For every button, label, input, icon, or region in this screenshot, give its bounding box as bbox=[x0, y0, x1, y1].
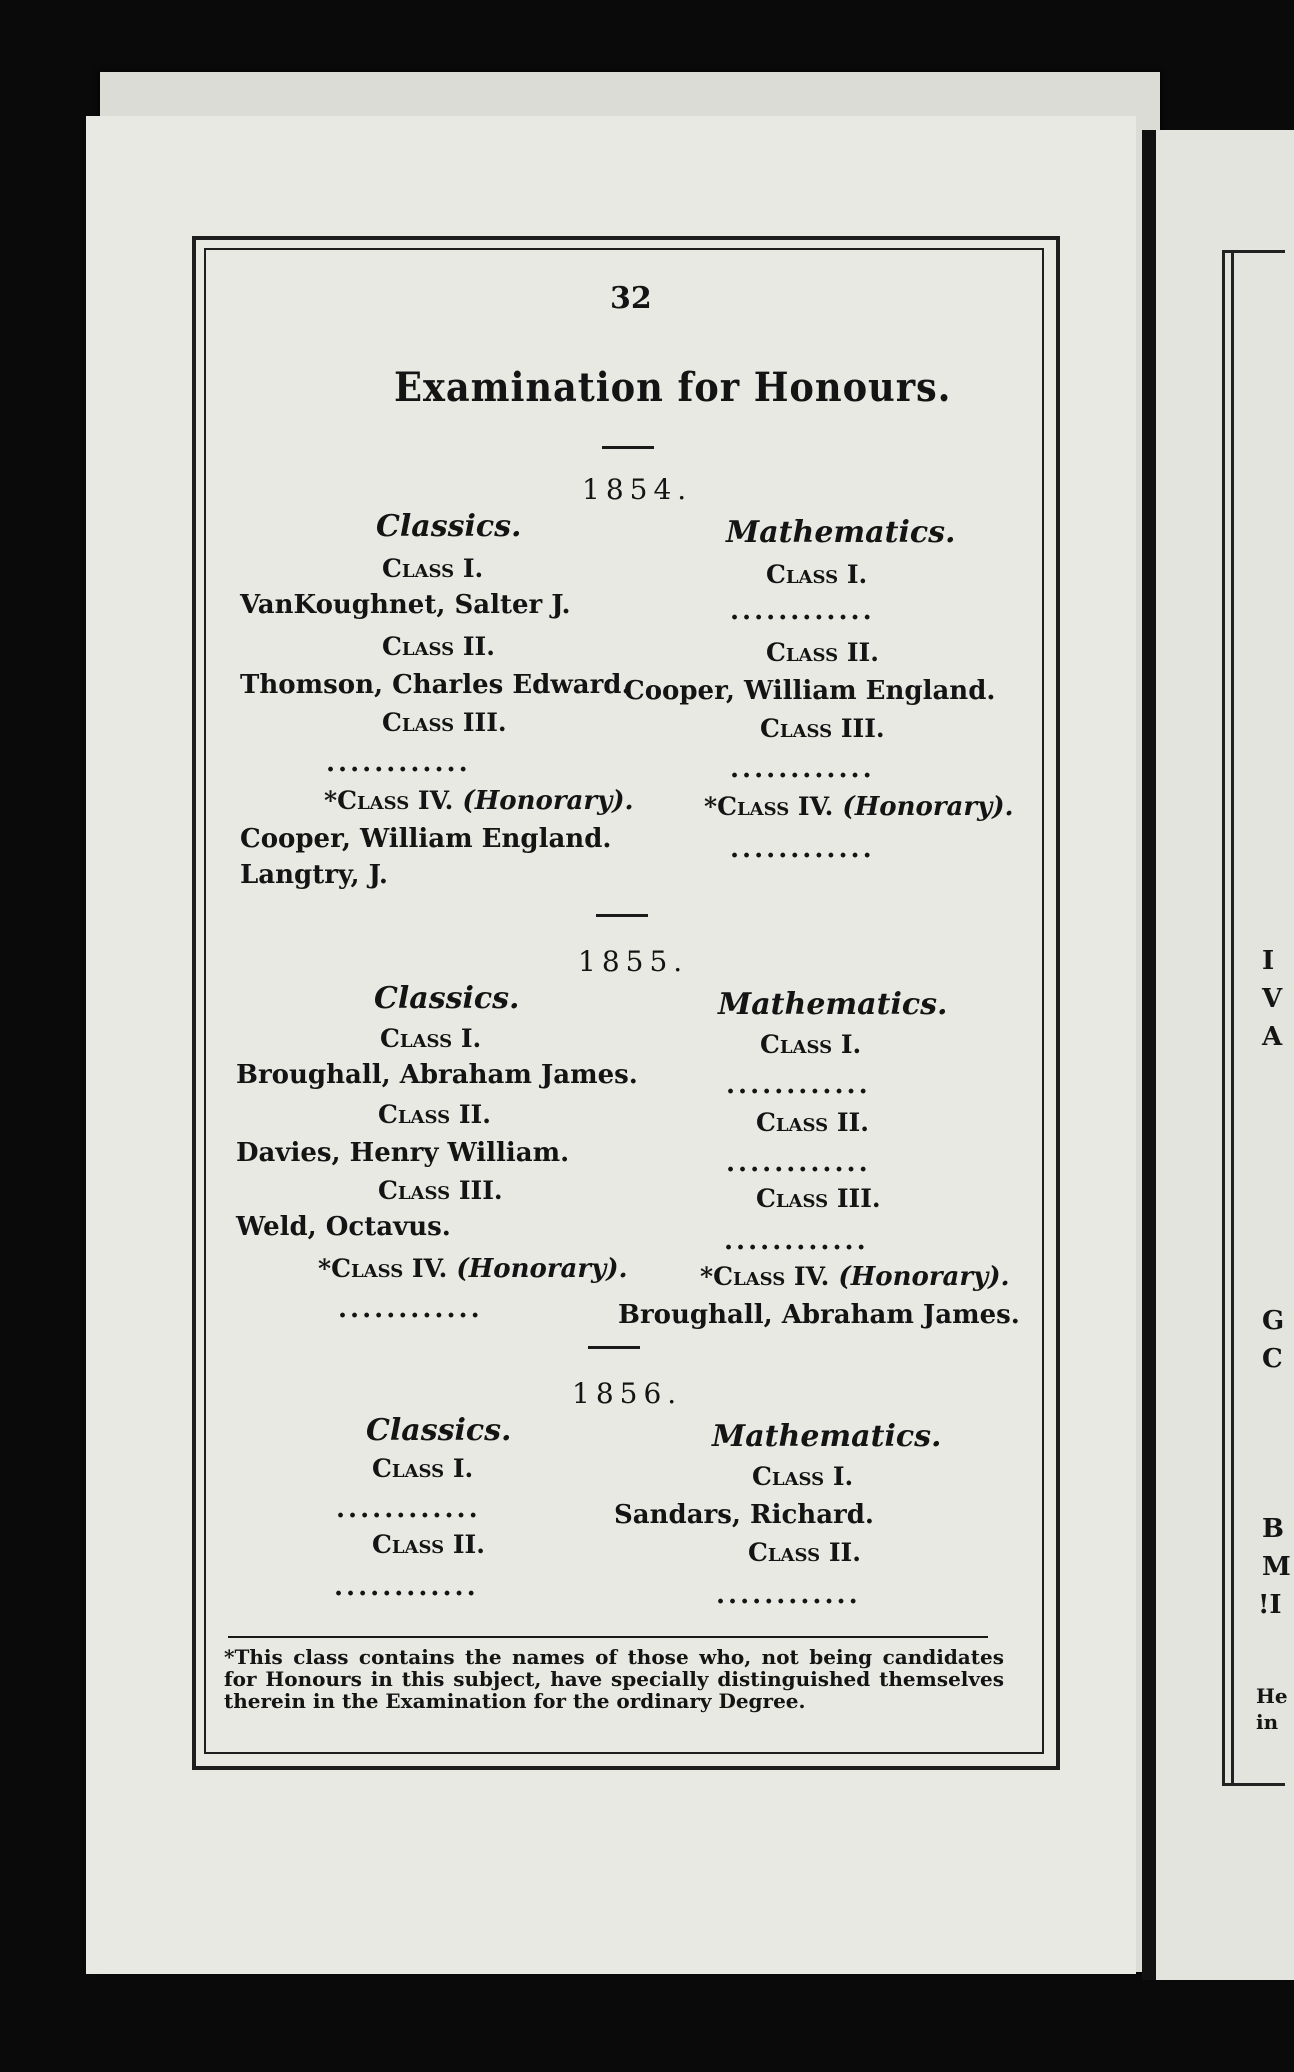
classics-entry: Thomson, Charles Edward. bbox=[240, 670, 631, 700]
mathematics-entry: ............ bbox=[730, 754, 875, 784]
page-title: Examination for Honours. bbox=[394, 364, 952, 411]
classics-class-iv-line bbox=[324, 788, 634, 814]
honorary-note: (Honorary). bbox=[838, 1262, 1010, 1292]
facing-page-fragment: I bbox=[1262, 946, 1275, 976]
divider bbox=[602, 446, 654, 449]
mathematics-heading: Mathematics. bbox=[726, 515, 956, 550]
honorary-note: (Honorary). bbox=[462, 786, 634, 816]
facing-page-fragment: G bbox=[1262, 1306, 1285, 1336]
mathematics-entry: Cooper, William England. bbox=[624, 676, 996, 706]
classics-class-label: *Class IV. bbox=[318, 1254, 448, 1283]
mathematics-class-label: Class I. bbox=[752, 1462, 854, 1491]
page-number: 32 bbox=[610, 281, 652, 316]
classics-class-label: Class I. bbox=[380, 1024, 482, 1053]
classics-entry: VanKoughnet, Salter J. bbox=[240, 590, 571, 620]
classics-class-label: *Class IV. bbox=[324, 786, 454, 815]
mathematics-class-label: Class I. bbox=[766, 560, 868, 589]
footnote-rule bbox=[228, 1636, 988, 1638]
facing-page-fragment: V bbox=[1262, 984, 1283, 1014]
classics-entry: ............ bbox=[338, 1294, 483, 1324]
mathematics-entry: ............ bbox=[726, 1070, 871, 1100]
classics-entry: Broughall, Abraham James. bbox=[236, 1060, 638, 1090]
mathematics-class-iv-line bbox=[700, 1264, 1010, 1290]
classics-entry: ............ bbox=[336, 1494, 481, 1524]
classics-class-label: Class I. bbox=[382, 554, 484, 583]
classics-heading: Classics. bbox=[376, 509, 522, 544]
mathematics-class-label: *Class IV. bbox=[704, 792, 834, 821]
honorary-note: (Honorary). bbox=[842, 792, 1014, 822]
facing-page-fragment: in bbox=[1256, 1710, 1279, 1734]
divider bbox=[588, 1346, 640, 1349]
year-heading: 1856. bbox=[572, 1377, 683, 1410]
facing-page-fragment: M bbox=[1262, 1552, 1291, 1582]
classics-class-label: Class II. bbox=[378, 1100, 491, 1129]
classics-entry: ............ bbox=[334, 1572, 479, 1602]
classics-class-iv-line bbox=[318, 1256, 628, 1282]
mathematics-entry: ............ bbox=[730, 834, 875, 864]
classics-entry: Langtry, J. bbox=[240, 860, 388, 890]
mathematics-class-label: Class I. bbox=[760, 1030, 862, 1059]
facing-page-fragment: He bbox=[1256, 1684, 1288, 1708]
classics-entry: ............ bbox=[326, 748, 471, 778]
mathematics-class-label: *Class IV. bbox=[700, 1262, 830, 1291]
mathematics-class-label: Class II. bbox=[766, 638, 879, 667]
honorary-note: (Honorary). bbox=[456, 1254, 628, 1284]
facing-page-fragment: C bbox=[1262, 1344, 1283, 1374]
classics-entry: Cooper, William England. bbox=[240, 824, 612, 854]
mathematics-entry: ............ bbox=[726, 1148, 871, 1178]
mathematics-class-iv-line bbox=[704, 794, 1014, 820]
mathematics-entry: ............ bbox=[730, 596, 875, 626]
mathematics-entry: Sandars, Richard. bbox=[614, 1500, 874, 1530]
mathematics-class-label: Class III. bbox=[760, 714, 885, 743]
mathematics-class-label: Class II. bbox=[756, 1108, 869, 1137]
classics-class-label: Class III. bbox=[382, 708, 507, 737]
classics-entry: Weld, Octavus. bbox=[236, 1212, 451, 1242]
year-heading: 1855. bbox=[578, 945, 689, 978]
mathematics-entry: Broughall, Abraham James. bbox=[618, 1300, 1020, 1330]
classics-class-label: Class III. bbox=[378, 1176, 503, 1205]
divider bbox=[596, 914, 648, 917]
facing-page-fragment: B bbox=[1262, 1514, 1284, 1544]
facing-page-fragment: A bbox=[1262, 1022, 1283, 1052]
mathematics-class-label: Class II. bbox=[748, 1538, 861, 1567]
classics-class-label: Class II. bbox=[372, 1530, 485, 1559]
facing-page-fragment: !I bbox=[1258, 1590, 1282, 1620]
classics-class-label: Class I. bbox=[372, 1454, 474, 1483]
classics-class-label: Class II. bbox=[382, 632, 495, 661]
mathematics-class-label: Class III. bbox=[756, 1184, 881, 1213]
classics-entry: Davies, Henry William. bbox=[236, 1138, 570, 1168]
mathematics-entry: ............ bbox=[716, 1580, 861, 1610]
classics-heading: Classics. bbox=[366, 1413, 512, 1448]
mathematics-entry: ............ bbox=[724, 1226, 869, 1256]
classics-heading: Classics. bbox=[374, 981, 520, 1016]
mathematics-heading: Mathematics. bbox=[712, 1419, 942, 1454]
year-heading: 1854. bbox=[582, 473, 693, 506]
footnote: *This class contains the names of those who, not being candidates for Honours in this subject, have specially distinguished themselves therein in the Examination for the ordinary Degree. bbox=[224, 1645, 1004, 1713]
mathematics-heading: Mathematics. bbox=[718, 987, 948, 1022]
